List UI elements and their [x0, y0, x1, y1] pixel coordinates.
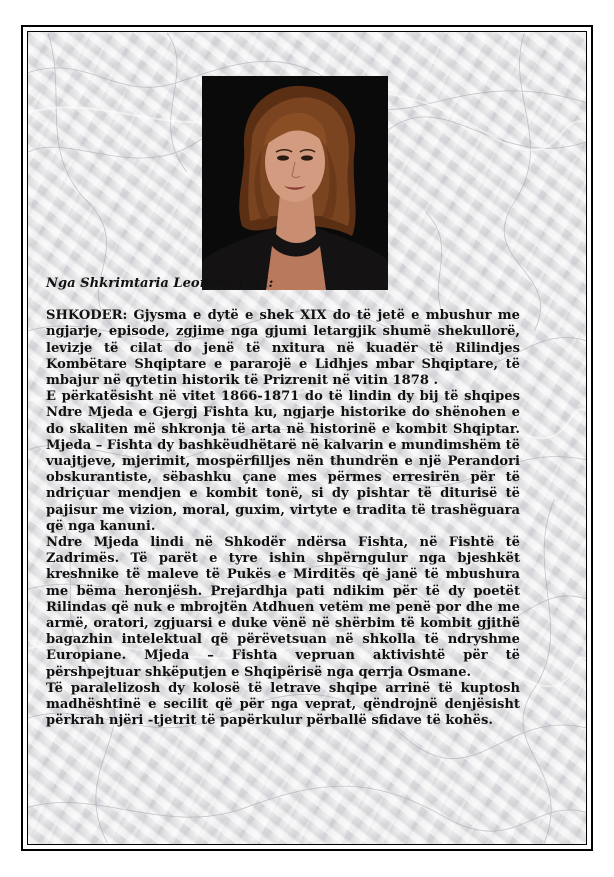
portrait-image [202, 76, 388, 290]
article-paragraph: Ndre Mjeda lindi në Shkodër ndërsa Fishta, në Fishtë të Zadrimës. Të parët e tyre ishin shpërngulur nga bjeshkët kreshnike të maleve të Pukës e Mirditës që janë të mbushura me bëma heronjësh. Prejardhja pati ndikim për të dy poetët Rilindas që nuk e mbrojtën Atdhuen vetëm me penë por dhe me armë, oratori, zgjuarsi e duke vënë në shërbim të kombit gjithë bagazhin intelektual që përëvetsuan në shkolla të ndryshme Europiane. Mjeda – Fishta vepruan aktivishtë për të përshpejtuar shkëputjen e Shqipërisë nga qerrja Osmane. [46, 535, 520, 680]
article-paragraph: Të paralelizosh dy kolosë të letrave shqipe arrinë të kuptosh madhështinë e secilit që për nga veprat, qëndrojnë denjësisht përkrah njëri -tjetrit të papërkulur përballë sfidave të kohës. [46, 680, 520, 729]
article-paragraph: SHKODER: Gjysma e dytë e shek XIX do të jetë e mbushur me ngjarje, episode, zgjime nga gjumi letargjik shumë shekullorë, levizje të cilat do jenë të nxitura në kuadër të Rilindjes Kombëtare Shqiptare e pararojë e Lidhjes mbar Shqiptare, të mbajur në qytetin historik të Prizrenit në vitin 1878 . [46, 308, 520, 389]
article-paragraph: E përkatësisht në vitet 1866-1871 do të lindin dy bij të shqipes Ndre Mjeda e Gjergj Fishta ku, ngjarje historike do shënohen e do skaliten më shkronja të arta në historinë e kombit Shqiptar. Mjeda – Fishta dy bashkëudhëtarë në kalvarin e mundimshëm të vuajtjeve, mjerimit, mospërfilljes nën thundrën e një Perandori obskurantiste, sëbashku çane mes përmes erresirën për të ndriçuar mendjen e kombit tonë, si dy pishtar të diturisë të pajisur me vizion, moral, guxim, virtyte e tradita të trashëguara që nga kanuni. [46, 389, 520, 534]
article-byline: Nga Shkrimtaria Leonora Laçi: [46, 276, 274, 291]
article-text [46, 276, 520, 729]
portrait-photo [202, 76, 388, 290]
